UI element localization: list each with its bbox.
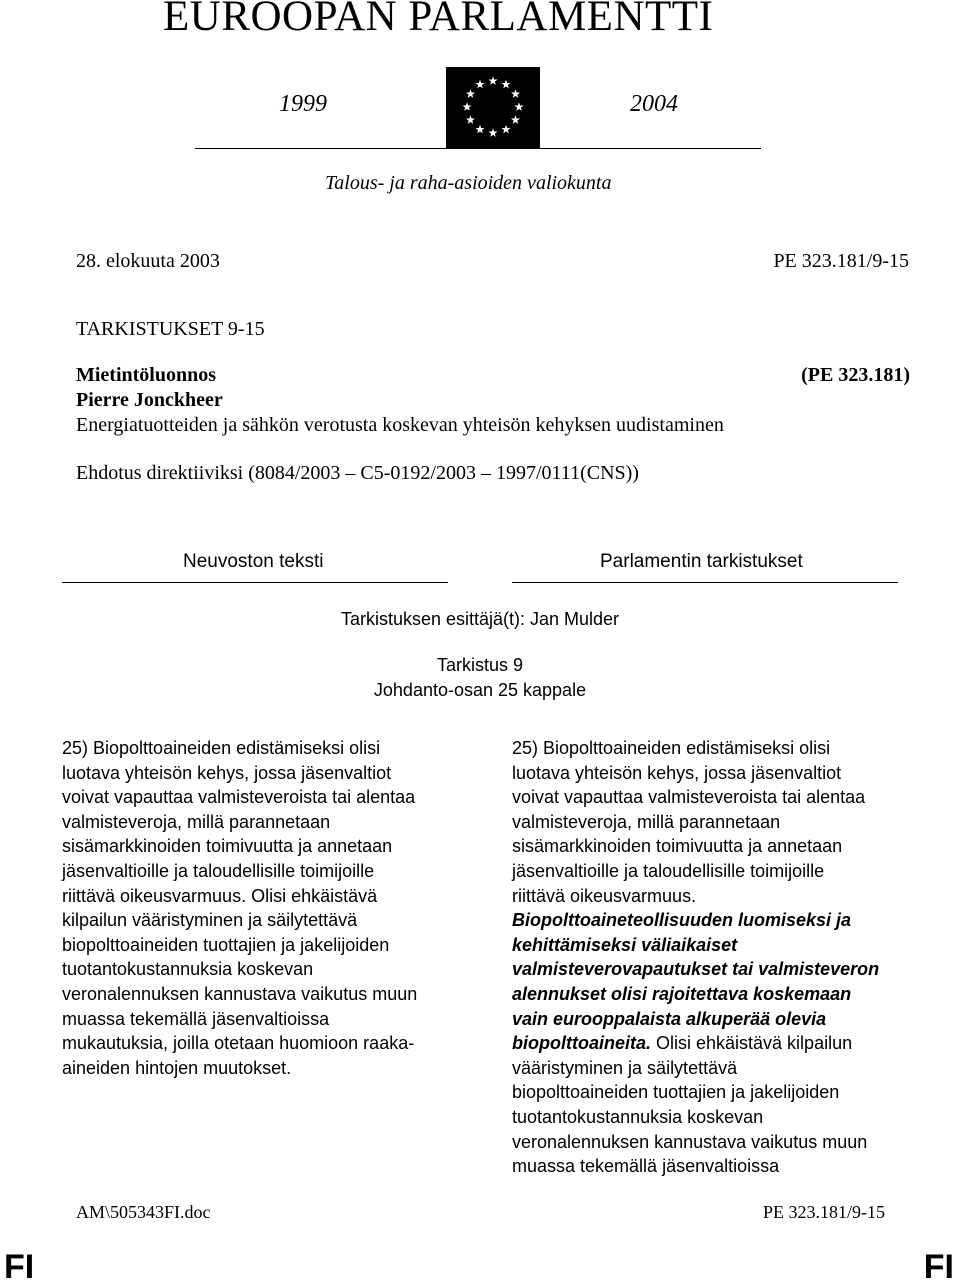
recital-reference: Johdanto-osan 25 kappale (373, 680, 587, 700)
amendment-number: Tarkistus 9 (436, 655, 524, 675)
proposal-reference: Ehdotus direktiiviksi (8084/2003 – C5-0192/2003 – 1997/0111(CNS)) (76, 462, 639, 484)
text-line: luotava yhteisön kehys, jossa jäsenvaltiot (62, 762, 392, 783)
text-line: voivat vapauttaa valmisteveroista tai alentaa (62, 787, 416, 808)
left-column-divider (62, 582, 448, 583)
text-line: voivat vapauttaa valmisteveroista tai alentaa (512, 787, 866, 808)
header-divider (195, 148, 761, 149)
text-line: mukautuksia, joilla otetaan huomioon raaka- (62, 1033, 415, 1054)
text-line: valmisteveroja, millä parannetaan (62, 811, 331, 832)
text-line: veronalennuksen kannustava vaikutus muun (62, 983, 418, 1004)
text-line: riittävä oikeusvarmuus. Olisi ehkäistävä (62, 885, 378, 906)
text-line: jäsenvaltioille ja taloudellisille toimijoille (512, 860, 825, 881)
draft-report-reference: (PE 323.181) (801, 364, 910, 386)
page-title: EUROOPAN PARLAMENTTI (163, 0, 714, 40)
added-text-line: vain eurooppalaista alkuperää olevia (512, 1008, 827, 1029)
text-line: sisämarkkinoiden toimivuutta ja annetaan (512, 836, 843, 857)
text-line: aineiden hintojen muutokset. (62, 1057, 292, 1078)
pe-number: PE 323.181/9-15 (773, 250, 909, 272)
language-code-right: FI (923, 1248, 954, 1286)
added-text-fragment: biopolttoaineita. (512, 1033, 651, 1054)
eu-flag-icon (446, 67, 540, 148)
added-text-line: valmisteverovapautukset tai valmisteveron (512, 959, 880, 980)
text-line: 25) Biopolttoaineiden edistämiseksi olisi (512, 738, 831, 758)
text-line: biopolttoaineiden tuottajien ja jakelijoiden (512, 1082, 840, 1103)
term-start-year: 1999 (279, 91, 327, 117)
added-text-line: Biopolttoaineteollisuuden luomiseksi ja (512, 910, 852, 931)
text-line: kilpailun vääristyminen ja säilytettävä (62, 910, 358, 931)
text-line: vääristyminen ja säilytettävä (512, 1057, 738, 1078)
amendment-tabled-by: Tarkistuksen esittäjä(t): Jan Mulder (340, 609, 620, 629)
text-line: 25) Biopolttoaineiden edistämiseksi olisi (62, 738, 381, 758)
parliament-amendments-heading: Parlamentin tarkistukset (600, 551, 803, 572)
term-end-year: 2004 (630, 91, 678, 117)
text-line: tuotantokustannuksia koskevan (512, 1106, 764, 1127)
text-line: biopolttoaineiden tuottajien ja jakelijoiden (62, 934, 390, 955)
document-date: 28. elokuuta 2003 (76, 250, 220, 272)
report-subject: Energiatuotteiden ja sähkön verotusta koskevan yhteisön kehyksen uudistaminen (76, 414, 724, 436)
added-text-line: alennukset olisi rajoitettava koskemaan (512, 983, 852, 1004)
text-line: muassa tekemällä jäsenvaltioissa (62, 1008, 330, 1029)
text-line (512, 1031, 879, 1056)
text-line: muassa tekemällä jäsenvaltioissa (512, 1156, 780, 1177)
right-column-divider (512, 582, 898, 583)
amendments-heading: TARKISTUKSET 9-15 (76, 318, 265, 340)
added-text-line: kehittämiseksi väliaikaiset (512, 934, 738, 955)
parliament-amendment-column (512, 736, 879, 1179)
text-fragment: Olisi ehkäistävä kilpailun (651, 1033, 853, 1054)
text-line: veronalennuksen kannustava vaikutus muun (512, 1131, 868, 1152)
council-text-column (62, 736, 417, 1080)
text-line: sisämarkkinoiden toimivuutta ja annetaan (62, 836, 393, 857)
committee-name: Talous- ja raha-asioiden valiokunta (325, 172, 612, 194)
text-line: tuotantokustannuksia koskevan (62, 959, 314, 980)
draft-report-label: Mietintöluonnos (76, 364, 217, 386)
council-text-heading: Neuvoston teksti (183, 551, 324, 572)
footer-document-name: AM\505343FI.doc (76, 1202, 211, 1222)
text-line: luotava yhteisön kehys, jossa jäsenvaltiot (512, 762, 842, 783)
text-line: valmisteveroja, millä parannetaan (512, 811, 781, 832)
footer-pe-number: PE 323.181/9-15 (762, 1202, 885, 1222)
text-line: jäsenvaltioille ja taloudellisille toimijoille (62, 860, 375, 881)
rapporteur-name: Pierre Jonckheer (76, 389, 223, 411)
language-code-left: FI (4, 1248, 35, 1286)
text-line: riittävä oikeusvarmuus. (512, 885, 697, 906)
